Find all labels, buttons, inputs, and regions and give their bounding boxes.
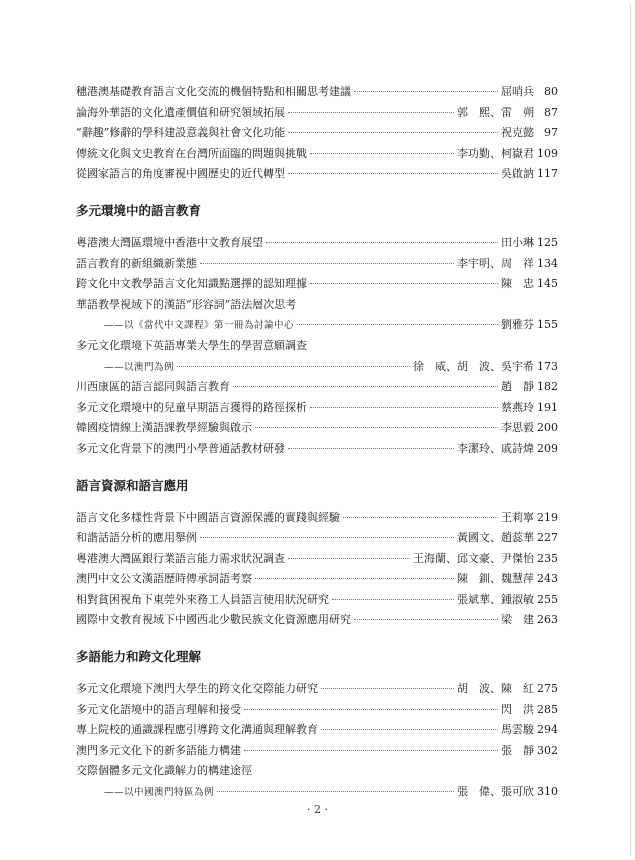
entry-page: 182 [537, 380, 558, 394]
entry-page: 302 [537, 743, 558, 757]
entry-author: 李宇明、周 祥 [457, 256, 534, 270]
toc-entry[interactable] [76, 377, 558, 398]
dot-leader [321, 729, 498, 730]
toc-entry[interactable] [76, 233, 558, 254]
entry-title: 多元文化語境中的語言理解和接受 [76, 702, 241, 716]
dot-leader [200, 537, 454, 538]
dot-leader [288, 448, 454, 449]
toc-entry[interactable] [76, 123, 558, 144]
toc-entry[interactable] [76, 82, 558, 103]
entry-page: 219 [537, 510, 558, 524]
dot-leader [288, 112, 454, 113]
section-heading: 多語能力和跨文化理解 [76, 649, 202, 665]
toc-entry[interactable] [76, 315, 558, 336]
entry-page: 155 [537, 318, 558, 332]
entry-author: 屈哨兵 [501, 85, 534, 98]
entry-page: 80 [544, 85, 558, 98]
entry-author: 王莉寧 [501, 510, 534, 524]
page-number: · 2 · [307, 803, 328, 816]
toc-section [76, 647, 558, 803]
dot-leader [310, 407, 498, 408]
entry-author: 陳 釧、魏慧萍 [457, 572, 534, 586]
entry-author: 梁 建 [501, 613, 534, 627]
entry-page: 87 [544, 105, 558, 119]
toc-section [76, 476, 558, 632]
entry-page: 145 [537, 277, 558, 291]
dot-leader [332, 599, 454, 600]
entry-author: 胡 波、陳 紅 [457, 682, 534, 696]
entry-title: 語言教育的新組織新業態 [76, 256, 197, 270]
entry-author: 徐 威、胡 波、吳宇希 [413, 359, 534, 373]
entry-page: 125 [537, 235, 558, 249]
toc-entry[interactable] [76, 549, 558, 570]
toc-entry[interactable] [76, 274, 558, 295]
toc-entry[interactable] [76, 679, 558, 700]
entry-page: 255 [537, 592, 558, 606]
dot-leader [288, 558, 410, 559]
toc-entry[interactable] [76, 782, 558, 803]
entry-author: 祝克懿 [501, 126, 534, 140]
dot-leader [233, 386, 498, 387]
entry-page: 209 [537, 441, 558, 455]
entry-author: 王海蘭、邱文豪、尹傑怡 [413, 551, 534, 565]
section-heading: 語言資源和語言應用 [76, 477, 189, 493]
entry-subtitle: ——以澳門為例 [104, 361, 175, 373]
toc-entry[interactable] [76, 528, 558, 549]
toc-entry[interactable] [76, 418, 558, 439]
entry-page: 227 [537, 531, 558, 545]
entry-title: 從國家語言的角度審視中國歷史的近代轉型 [76, 167, 285, 181]
entry-author: 李潔玲、戚詩煒 [457, 441, 534, 455]
dot-leader [200, 263, 454, 264]
dot-leader [343, 517, 498, 518]
toc-entry[interactable] [76, 357, 558, 378]
entry-page: 275 [537, 682, 558, 696]
dot-leader [266, 242, 498, 243]
entry-page: 263 [537, 613, 558, 627]
dot-leader [177, 366, 410, 367]
dot-leader [310, 283, 498, 284]
dot-leader [244, 750, 498, 751]
toc-entry[interactable] [76, 254, 558, 275]
entry-title: 澳門多元文化下的新多語能力構建 [76, 743, 241, 757]
entry-title: 傳統文化與文史教育在台灣所面臨的問題與挑戰 [76, 146, 307, 160]
dot-leader [297, 324, 498, 325]
entry-title: 川西康區的語言認同與語言教育 [76, 380, 230, 394]
entry-author: 吳啟訥 [501, 167, 534, 181]
toc-entry[interactable] [76, 398, 558, 419]
entry-title: 論海外華語的文化遺產價值和研究領域拓展 [76, 105, 285, 119]
entry-subtitle: ——以《當代中文課程》第一冊為討論中心 [104, 320, 295, 332]
entry-subtitle: ——以中國澳門特區為例 [104, 787, 215, 799]
entry-page: 200 [537, 421, 558, 435]
entry-title: 多元文化背景下的澳門小學普通話教材研發 [76, 441, 285, 455]
toc-entry-title-line[interactable] [76, 295, 558, 316]
toc-section [76, 201, 558, 460]
entry-page: 294 [537, 723, 558, 737]
entry-title: 和諧話語分析的應用舉例 [76, 531, 197, 545]
entry-author: 郭 熙、雷 朔 [457, 105, 534, 119]
entry-author: 劉雅芬 [501, 318, 534, 332]
entry-author: 李思毅 [501, 421, 534, 435]
entry-title: 多元文化環境下澳門大學生的跨文化交際能力研究 [76, 682, 318, 696]
entry-title: 相對貧困視角下東莞外來務工人員語言使用狀況研究 [76, 592, 329, 606]
toc-entry[interactable] [76, 720, 558, 741]
entry-author: 蔡燕玲 [501, 400, 534, 414]
entry-title: 跨文化中文教學語言文化知識點選擇的認知理據 [76, 277, 307, 291]
entry-page: 134 [537, 256, 558, 270]
entry-author: 馬雲駿 [501, 723, 534, 737]
dot-leader [288, 132, 498, 133]
toc-entry[interactable] [76, 700, 558, 721]
entry-title: 粵港澳大灣區銀行業語言能力需求狀況調查 [76, 551, 285, 565]
toc-entry[interactable] [76, 439, 558, 460]
entry-title: 交際個體多元文化識解力的構建途徑 [76, 764, 252, 778]
toc-entry[interactable] [76, 164, 558, 185]
entry-author: 張 靜 [501, 743, 534, 757]
entry-title: 華語教學視域下的漢語“形容詞”語法層次思考 [76, 297, 297, 311]
entry-title: 國際中文教育視域下中國西北少數民族文化資源應用研究 [76, 613, 351, 627]
toc-entry[interactable] [76, 569, 558, 590]
dot-leader [354, 91, 498, 92]
dot-leader [310, 153, 454, 154]
entry-page: 97 [544, 126, 558, 140]
toc-section [76, 82, 558, 185]
toc-entry[interactable] [76, 144, 558, 165]
entry-page: 243 [537, 572, 558, 586]
entry-title: “辭趣”修辭的學科建設意義與社會文化功能 [76, 126, 286, 140]
entry-author: 陳 忠 [501, 277, 534, 291]
table-of-contents [76, 82, 558, 803]
entry-author: 閃 洪 [501, 702, 534, 716]
section-heading: 多元環境中的語言教育 [76, 202, 202, 218]
dot-leader [288, 173, 498, 174]
entry-title: 專上院校的通識課程應引導跨文化溝通與理解教育 [76, 723, 318, 737]
dot-leader [244, 709, 498, 710]
toc-entry-title-line[interactable] [76, 761, 558, 782]
toc-entry[interactable] [76, 741, 558, 762]
dot-leader [321, 688, 454, 689]
entry-title: 穗港澳基礎教育語言文化交流的機個特點和相關思考建議 [76, 85, 351, 98]
entry-title: 澳門中文公文漢語歷時傳承詞語考察 [76, 572, 252, 586]
entry-author: 田小琳 [501, 235, 534, 249]
entry-author: 黃國文、趙蕊華 [457, 531, 534, 545]
entry-page: 310 [537, 785, 558, 799]
entry-title: 韓國疫情線上漢語課教學經驗與啟示 [76, 421, 252, 435]
toc-entry[interactable] [76, 508, 558, 529]
dot-leader [255, 427, 498, 428]
entry-page: 109 [537, 146, 558, 160]
toc-entry[interactable] [76, 103, 558, 124]
toc-entry[interactable] [76, 610, 558, 631]
toc-entry[interactable] [76, 590, 558, 611]
entry-title: 多元文化環境中的兒童早期語言獲得的路徑探析 [76, 400, 307, 414]
entry-page: 285 [537, 702, 558, 716]
entry-title: 語言文化多樣性背景下中國語言資源保護的實踐與經驗 [76, 510, 340, 524]
toc-entry-title-line[interactable] [76, 336, 558, 357]
entry-page: 235 [537, 551, 558, 565]
entry-author: 李功勤、柯嶽君 [457, 146, 534, 160]
entry-author: 張斌華、鍾淑敏 [457, 592, 534, 606]
dot-leader [255, 578, 454, 579]
entry-title: 粵港澳大灣區環境中香港中文教育展望 [76, 235, 263, 249]
entry-author: 張 偉、張可欣 [457, 785, 534, 799]
dot-leader [217, 791, 454, 792]
entry-page: 173 [537, 359, 558, 373]
entry-page: 191 [537, 400, 558, 414]
entry-page: 117 [537, 167, 558, 181]
dot-leader [354, 619, 498, 620]
entry-title: 多元文化環境下英語專業大學生的學習意願調查 [76, 338, 307, 352]
entry-author: 趙 靜 [501, 380, 534, 394]
